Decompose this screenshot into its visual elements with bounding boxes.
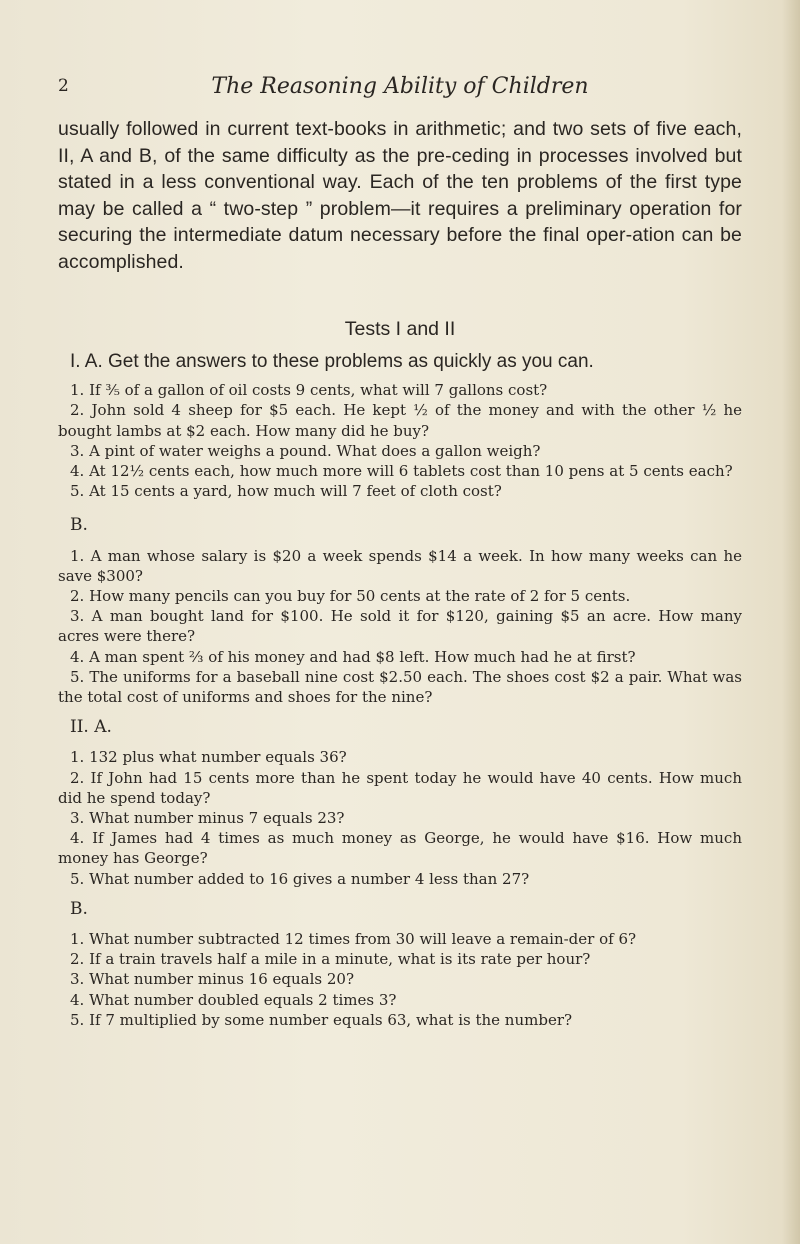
problem-item: 3. What number minus 16 equals 20?	[70, 970, 354, 989]
problem-item: 3. What number minus 7 equals 23?	[70, 809, 345, 828]
problem-item: 2. If John had 15 cents more than he spent today he would have 40 cents. How much did he spend today?	[58, 768, 742, 807]
problem-item: 5. If 7 multiplied by some number equals 63, what is the number?	[70, 1010, 573, 1029]
test1-part-b-label: B.	[70, 515, 88, 536]
test1-part-a-list	[58, 380, 742, 501]
test1-part-b-list	[58, 546, 742, 708]
problem-item: 1. What number subtracted 12 times from 30 will leave a remain-der of 6?	[70, 930, 637, 949]
problem-item: 2. John sold 4 sheep for $5 each. He kept ½ of the money and with the other ½ he bought lambs at $2 each. How many did he buy?	[58, 401, 742, 440]
problem-item: 4. At 12½ cents each, how much more will 6 tablets cost than 10 pens at 5 cents each?	[70, 462, 733, 481]
test2-part-a-list	[58, 747, 742, 888]
tests-body	[58, 352, 742, 1030]
problem-item: 1. A man whose salary is $20 a week spends $14 a week. In how many weeks can he save $300?	[58, 546, 742, 585]
problem-item: 1. If ⅗ of a gallon of oil costs 9 cents, what will 7 gallons cost?	[70, 381, 548, 400]
problem-item: 4. A man spent ⅔ of his money and had $8 left. How much had he at first?	[70, 647, 636, 666]
running-title: The Reasoning Ability of Children	[211, 74, 589, 99]
page-edge-shadow	[782, 0, 800, 1244]
test2-part-b-list	[58, 929, 742, 1030]
page-number: 2	[58, 76, 69, 96]
test1-instruction: I. A. Get the answers to these problems as quickly as you can.	[70, 351, 594, 372]
problem-item: 2. If a train travels half a mile in a minute, what is its rate per hour?	[70, 950, 591, 969]
problem-item: 4. If James had 4 times as much money as George, he would have $16. How much money has George?	[58, 829, 742, 868]
tests-heading: Tests I and II	[344, 318, 456, 340]
problem-item: 4. What number doubled equals 2 times 3?	[70, 990, 397, 1009]
problem-item: 3. A man bought land for $100. He sold it for $120, gaining $5 an acre. How many acres were there?	[58, 607, 742, 646]
running-header	[0, 76, 800, 106]
problem-item: 5. At 15 cents a yard, how much will 7 feet of cloth cost?	[70, 482, 502, 501]
test2-part-a-label: II. A.	[70, 717, 112, 738]
problem-item: 3. A pint of water weighs a pound. What does a gallon weigh?	[70, 441, 541, 460]
problem-item: 5. The uniforms for a baseball nine cost $2.50 each. The shoes cost $2 a pair. What was the total cost of uniforms and shoes for the nine?	[58, 667, 742, 707]
problem-item: 2. How many pencils can you buy for 50 cents at the rate of 2 for 5 cents.	[70, 587, 631, 606]
problem-item: 1. 132 plus what number equals 36?	[70, 748, 347, 767]
problem-item: 5. What number added to 16 gives a number 4 less than 27?	[70, 869, 530, 888]
test2-part-b-label: B.	[70, 898, 88, 919]
intro-paragraph: usually followed in current text-books in arithmetic; and two sets of five each, II, A and B, of the same difficulty as the pre-ceding in processes involved but stated in a less conventional way. Each of the ten problems of the first type may be called a “ two-step ” problem—it requires a preliminary operation for securing the intermediate datum necessary before the final oper-ation can be accomplished.	[58, 118, 742, 273]
